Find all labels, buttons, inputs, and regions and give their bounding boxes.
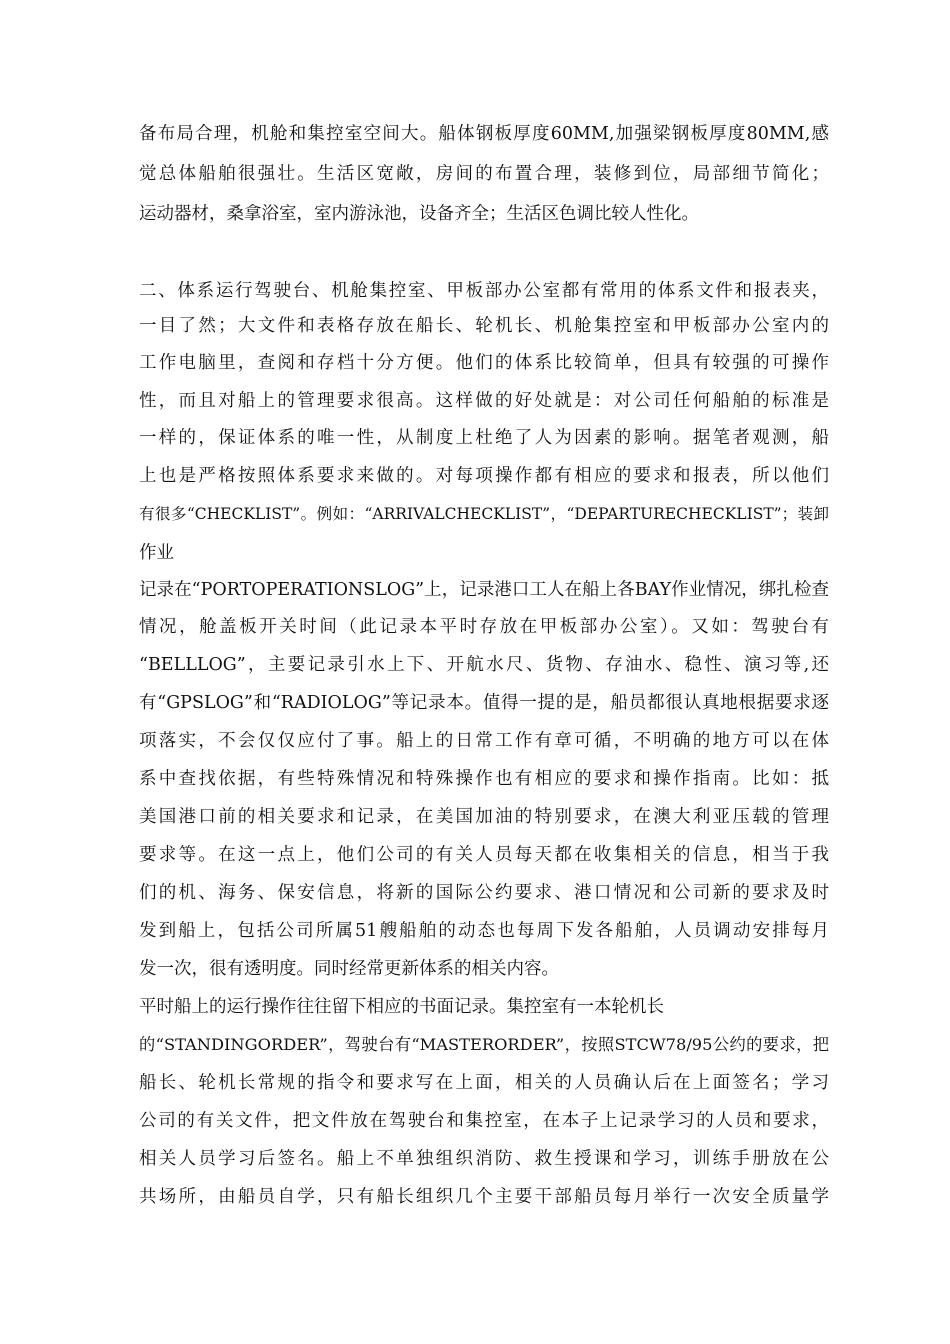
text-line: 记录在“PORTOPERATIONSLOG”上，记录港口工人在船上各BAY作业情况，绑扎检查 xyxy=(139,580,829,600)
text-line: 一样的，保证体系的唯一性，从制度上杜绝了人为因素的影响。据笔者观测，船 xyxy=(139,428,829,448)
text-line: 们的机、海务、保安信息，将新的国际公约要求、港口情况和公司新的要求及时 xyxy=(139,883,829,903)
text-line: 有很多“CHECKLIST”。例如：“ARRIVALCHECKLIST”，“DEPARTURECHECKLIST”；装卸 xyxy=(139,505,829,523)
text-line: 有“GPSLOG”和“RADIOLOG”等记录本。值得一提的是，船员都很认真地根据要求逐 xyxy=(139,693,829,713)
text-line: 要求等。在这一点上，他们公司的有关人员每天都在收集相关的信息，相当于我 xyxy=(139,845,829,865)
text-line: 公司的有关文件，把文件放在驾驶台和集控室，在本子上记录学习的人员和要求， xyxy=(139,1111,829,1131)
text-line: 系中查找依据，有些特殊情况和特殊操作也有相应的要求和操作指南。比如：抵 xyxy=(139,769,829,789)
text-line: 运动器材，桑拿浴室，室内游泳池，设备齐全；生活区色调比较人性化。 xyxy=(139,204,699,224)
text-line: “BELLLOG”，主要记录引水上下、开航水尺、货物、存油水、稳性、演习等,还 xyxy=(139,655,829,675)
text-line: 船长、轮机长常规的指令和要求写在上面，相关的人员确认后在上面签名；学习 xyxy=(139,1073,829,1093)
text-line: 美国港口前的相关要求和记录，在美国加油的特别要求，在澳大利亚压载的管理 xyxy=(139,807,829,827)
text-line: 相关人员学习后签名。船上不单独组织消防、救生授课和学习，训练手册放在公 xyxy=(139,1149,829,1169)
text-line: 情况，舱盖板开关时间（此记录本平时存放在甲板部办公室）。又如：驾驶台有 xyxy=(139,617,829,637)
text-line: 二、体系运行驾驶台、机舱集控室、甲板部办公室都有常用的体系文件和报表夹， xyxy=(139,281,829,301)
text-line: 项落实，不会仅仅应付了事。船上的日常工作有章可循，不明确的地方可以在体 xyxy=(139,731,829,751)
text-line: 的“STANDINGORDER”，驾驶台有“MASTERORDER”，按照STCW78/95公约的要求，把 xyxy=(139,1035,829,1054)
text-line: 共场所，由船员自学，只有船长组织几个主要干部船员每月举行一次安全质量学 xyxy=(139,1187,829,1207)
text-line: 工作电脑里，查阅和存档十分方便。他们的体系比较简单，但具有较强的可操作 xyxy=(139,353,829,373)
text-line: 上也是严格按照体系要求来做的。对每项操作都有相应的要求和报表，所以他们 xyxy=(139,466,829,486)
text-line: 性，而且对船上的管理要求很高。这样做的好处就是：对公司任何船舶的标准是 xyxy=(139,391,829,411)
text-line: 一目了然；大文件和表格存放在船长、轮机长、机舱集控室和甲板部办公室内的 xyxy=(139,316,829,336)
text-line: 备布局合理，机舱和集控室空间大。船体钢板厚度60MM,加强梁钢板厚度80MM,感 xyxy=(139,124,829,144)
text-line: 发一次，很有透明度。同时经常更新体系的相关内容。 xyxy=(139,959,559,979)
text-line: 发到船上，包括公司所属51艘船舶的动态也每周下发各船舶，人员调动安排每月 xyxy=(139,921,829,941)
text-line: 作业 xyxy=(139,543,174,563)
text-line: 觉总体船舶很强壮。生活区宽敞，房间的布置合理，装修到位，局部细节简化； xyxy=(139,164,829,184)
text-line: 平时船上的运行操作往往留下相应的书面记录。集控室有一本轮机长 xyxy=(139,997,664,1017)
